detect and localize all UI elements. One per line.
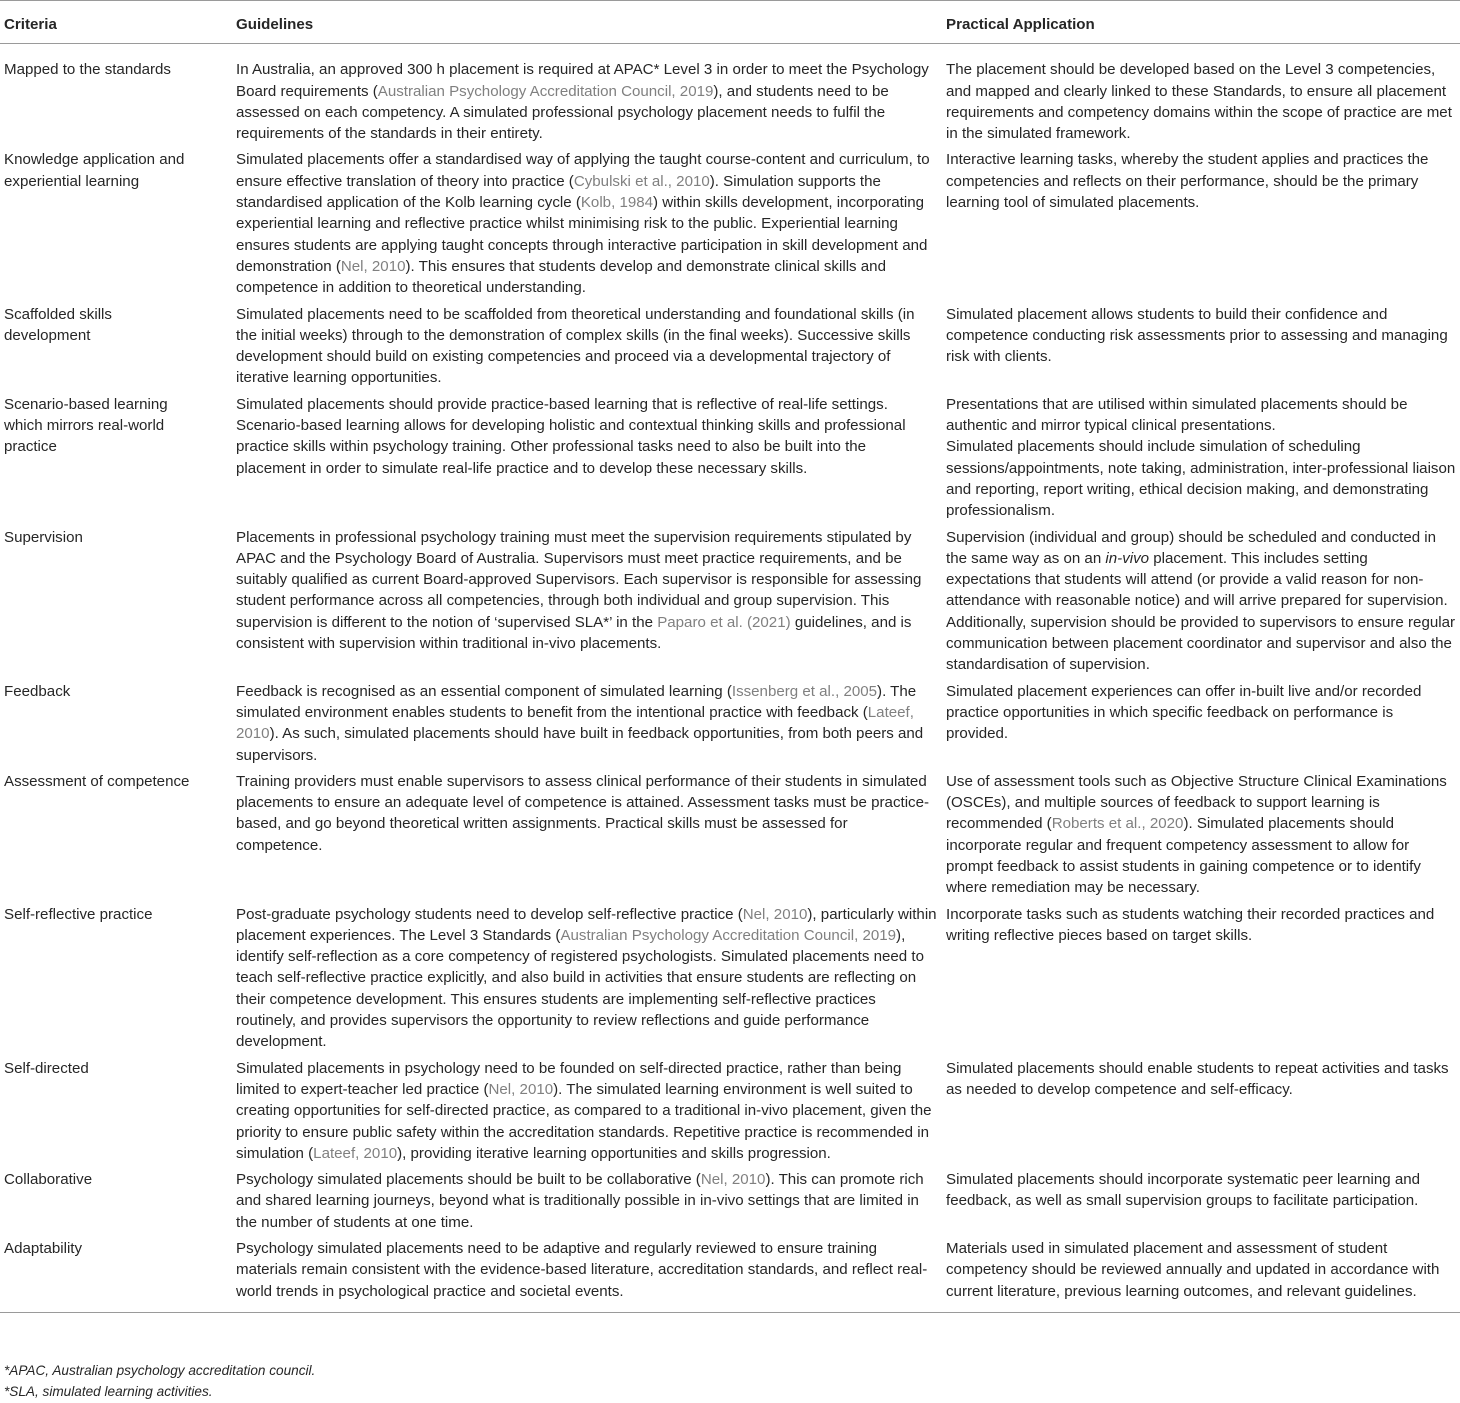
text-run: Simulated placement experiences can offer in-built live and/or recorded practice opportunities in which specific feedback on performance is provided. — [946, 682, 1422, 743]
text-run: Simulated placements should provide practice-based learning that is reflective of real-life settings. Scenario-based learning allows for developing holistic and contextual thinking skills and professional practice skills within psychology training. Other professional tasks need to also be built into the placement in order to simulate real-life practice and to develop these necessary skills. — [236, 395, 906, 477]
text-run: Additionally, supervision should be provided to supervisors to ensure regular communication between placement coordinator and supervisor and also the standardisation of supervision. — [946, 613, 1456, 674]
table-row — [0, 771, 1460, 904]
table-row — [0, 1169, 1460, 1238]
table-row — [0, 1058, 1460, 1169]
practical-paragraph — [946, 612, 1456, 676]
header-criteria: Criteria — [0, 1, 232, 44]
guidelines-cell — [232, 681, 942, 771]
practical-paragraph — [946, 771, 1456, 899]
citation-text: Lateef, 2010 — [236, 703, 914, 743]
text-run: ). Simulated placements should incorporate regular and frequent competency assessment to allow for prompt feedback to assist students in gaining competence or to identify where remediation may be necessary. — [946, 815, 1421, 897]
citation-text: Roberts et al., 2020 — [1051, 815, 1184, 833]
table-row — [0, 304, 1460, 394]
citation-text: Australian Psychology Accreditation Council, 2019 — [377, 82, 714, 100]
text-run: guidelines, and is consistent with supervision within traditional in-vivo placements. — [236, 613, 912, 653]
guidelines-cell — [232, 904, 942, 1058]
guidelines-cell — [232, 1058, 942, 1169]
text-run: ) within skills development, incorporating experiential learning and reflective practice whilst minimising risk to the public. Experiential learning ensures students are applying taught concepts through interactive participation in skill development and demonstration ( — [236, 194, 928, 275]
text-run: ), identify self-reflection as a core competency of registered psychologists. Simulated placements need to teach self-reflective practice explicitly, and also build in activities that ensure students are reflecting on their competence development. This ensures students are implementing self-reflective practices routinely, and provides supervisors the opportunity to review reflections and guide performance development. — [236, 926, 924, 1051]
table-row — [0, 681, 1460, 771]
text-run: ). The simulated learning environment is well suited to creating opportunities for self-directed practice, as compared to a traditional in-vivo placement, given the priority to ensure public safety within the accreditation standards. Repetitive practice is recommended in simulation ( — [236, 1080, 932, 1162]
text-run: Post-graduate psychology students need to develop self-reflective practice ( — [236, 905, 743, 923]
criteria-cell: Self-directed — [4, 1059, 89, 1077]
text-run: in-vivo — [1105, 549, 1150, 567]
criteria-cell: Self-reflective practice — [4, 905, 153, 923]
citation-text: Paparo et al. (2021) — [657, 613, 791, 631]
text-run: Psychology simulated placements need to be adaptive and regularly reviewed to ensure training materials remain consistent with the evidence-based literature, accreditation standards, and reflect real-world trends in psychological practice and societal events. — [236, 1240, 928, 1300]
guidelines-cell — [232, 394, 942, 527]
text-run: Training providers must enable supervisors to assess clinical performance of their students in simulated placements to ensure an adequate level of competence is attained. Assessment tasks must be practice-based, and go beyond theoretical written assignments. Practical skills must be assessed for competence. — [236, 772, 930, 854]
practical-paragraph — [946, 149, 1456, 213]
text-run: Simulated placements should incorporate systematic peer learning and feedback, as well as small supervision groups to facilitate participation. — [946, 1171, 1421, 1210]
guidelines-cell — [232, 527, 942, 681]
text-run: Interactive learning tasks, whereby the student applies and practices the competencies and reflects on their performance, should be the primary learning tool of simulated placements. — [946, 151, 1429, 212]
practical-paragraph — [946, 1169, 1456, 1212]
citation-text: Nel, 2010 — [742, 905, 808, 923]
criteria-cell: Knowledge application and experiential learning — [4, 151, 185, 190]
criteria-cell: Feedback — [4, 682, 71, 700]
citation-text: Nel, 2010 — [340, 257, 406, 275]
table-row — [0, 1238, 1460, 1312]
text-run: Simulated placements need to be scaffolded from theoretical understanding and foundational skills (in the initial weeks) through to the demonstration of complex skills (in the final weeks). Successive skills development should build on existing competencies and proceed via a developmental trajectory of iterative learning opportunities. — [236, 305, 915, 387]
practical-application-cell — [942, 1238, 1460, 1312]
guidelines-cell — [232, 44, 942, 150]
text-run: ), and students need to be assessed on each competency. A simulated professional psychology placement needs to fulfil the requirements of the standards in their entirety. — [236, 82, 889, 143]
text-run: Presentations that are utilised within simulated placements should be authentic and mirror typical clinical presentations. — [946, 395, 1408, 435]
text-run: Simulated placements in psychology need to be founded on self-directed practice, rather than being limited to expert-teacher led practice ( — [236, 1059, 902, 1098]
criteria-cell: Scaffolded skills development — [4, 305, 112, 344]
practical-application-cell — [942, 304, 1460, 394]
header-practical-application: Practical Application — [942, 1, 1460, 44]
table-row — [0, 149, 1460, 303]
text-run: Simulated placement allows students to build their confidence and competence conducting risk assessments prior to assessing and managing risk with clients. — [946, 305, 1448, 366]
criteria-cell: Mapped to the standards — [4, 61, 171, 79]
header-guidelines: Guidelines — [232, 1, 942, 44]
guidelines-cell — [232, 304, 942, 394]
text-run: Supervision (individual and group) should be scheduled and conducted in the same way as on an — [946, 528, 1437, 567]
text-run: ), particularly within placement experiences. The Level 3 Standards ( — [236, 905, 937, 944]
criteria-cell: Assessment of competence — [4, 772, 190, 790]
text-run: Use of assessment tools such as Objective Structure Clinical Examinations (OSCEs), and multiple sources of feedback to support learning is recommended ( — [946, 772, 1447, 833]
text-run: Simulated placements should include simulation of scheduling sessions/appointments, note taking, administration, inter-professional liaison and reporting, report writing, ethical decision making, and demonstrating professionalism. — [946, 438, 1456, 520]
text-run: The placement should be developed based on the Level 3 competencies, and mapped and clearly linked to these Standards, to ensure all placement requirements and competency domains within the scope of practice are met in the simulated framework. — [946, 61, 1452, 143]
practical-paragraph — [946, 59, 1456, 144]
table-row — [0, 394, 1460, 527]
criteria-cell: Supervision — [4, 528, 83, 546]
citation-text: Kolb, 1984 — [580, 194, 654, 212]
citation-text: Lateef, 2010 — [313, 1144, 398, 1162]
practical-application-cell — [942, 681, 1460, 771]
footnote-apac: *APAC, Australian psychology accreditation council. — [4, 1363, 316, 1378]
table-row — [0, 527, 1460, 681]
practical-paragraph — [946, 394, 1456, 437]
practical-application-cell — [942, 904, 1460, 1058]
guidelines-cell — [232, 1238, 942, 1312]
practical-paragraph — [946, 681, 1456, 745]
table-row — [0, 44, 1460, 150]
practical-paragraph — [946, 527, 1456, 612]
header-row — [0, 1, 1460, 44]
practical-paragraph — [946, 904, 1456, 947]
table-header — [0, 1, 1460, 44]
practical-application-cell — [942, 1058, 1460, 1169]
criteria-cell: Scenario-based learning which mirrors real-world practice — [4, 395, 168, 456]
text-run: ). Simulation supports the standardised application of the Kolb learning cycle ( — [236, 172, 881, 212]
citation-text: Nel, 2010 — [700, 1171, 766, 1189]
citation-text: Australian Psychology Accreditation Council, 2019 — [560, 926, 897, 944]
text-run: Materials used in simulated placement and assessment of student competency should be reviewed annually and updated in accordance with current literature, previous learning outcomes, and relevant guidelines. — [946, 1240, 1440, 1300]
practical-paragraph — [946, 1058, 1456, 1101]
text-run: In Australia, an approved 300 h placement is required at APAC* Level 3 in order to meet the Psychology Board requirements ( — [236, 61, 929, 100]
guidelines-cell — [232, 771, 942, 904]
guidelines-cell — [232, 1169, 942, 1238]
footnotes — [4, 1360, 315, 1402]
text-run: Simulated placements offer a standardised way of applying the taught course-content and curriculum, to ensure effective translation of theory into practice ( — [236, 151, 930, 190]
criteria-cell: Adaptability — [0, 1238, 232, 1312]
text-run: placement. This includes setting expectations that students will attend (or provide a valid reason for non-attendance with reasonable notice) and will arrive prepared for supervision. — [946, 549, 1448, 610]
practical-paragraph — [946, 304, 1456, 368]
text-run: ). This can promote rich and shared learning journeys, beyond what is traditionally possible in in-vivo settings that are limited in the number of students at one time. — [236, 1171, 924, 1231]
practical-application-cell — [942, 149, 1460, 303]
practical-paragraph — [946, 436, 1456, 521]
text-run: ). This ensures that students develop and demonstrate clinical skills and competence in addition to theoretical understanding. — [236, 257, 886, 297]
citation-text: Issenberg et al., 2005 — [731, 682, 878, 700]
footnote-sla: *SLA, simulated learning activities. — [4, 1384, 213, 1399]
text-run: ). The simulated environment enables students to benefit from the intentional practice with feedback ( — [236, 682, 917, 721]
table-body — [0, 44, 1460, 1313]
text-run: Incorporate tasks such as students watching their recorded practices and writing reflective pieces based on target skills. — [946, 905, 1435, 944]
criteria-cell: Collaborative — [4, 1171, 93, 1189]
practical-application-cell — [942, 44, 1460, 150]
practical-application-cell — [942, 771, 1460, 904]
guidelines-cell — [232, 149, 942, 303]
practical-application-cell — [942, 1169, 1460, 1238]
text-run: ), providing iterative learning opportunities and skills progression. — [397, 1144, 831, 1162]
text-run: Placements in professional psychology training must meet the supervision requirements stipulated by APAC and the Psychology Board of Australia. Supervisors must meet practice requirements, and be suitably qualified as current Board-approved Supervisors. Each supervisor is responsible for assessing student performance across all competencies, through both individual and group supervision. This supervision is different to the notion of ‘supervised SLA*’ in the — [236, 528, 922, 631]
citation-text: Cybulski et al., 2010 — [573, 172, 710, 190]
text-run: ). As such, simulated placements should have built in feedback opportunities, from both peers and supervisors. — [236, 725, 924, 764]
text-run: Simulated placements should enable students to repeat activities and tasks as needed to develop competence and self-efficacy. — [946, 1059, 1449, 1098]
text-run: Feedback is recognised as an essential component of simulated learning ( — [236, 682, 732, 700]
citation-text: Nel, 2010 — [488, 1080, 554, 1098]
practical-application-cell — [942, 394, 1460, 527]
table-row — [0, 904, 1460, 1058]
practical-paragraph — [946, 1238, 1456, 1302]
text-run: Psychology simulated placements should be built to be collaborative ( — [236, 1171, 701, 1189]
practical-application-cell — [942, 527, 1460, 681]
